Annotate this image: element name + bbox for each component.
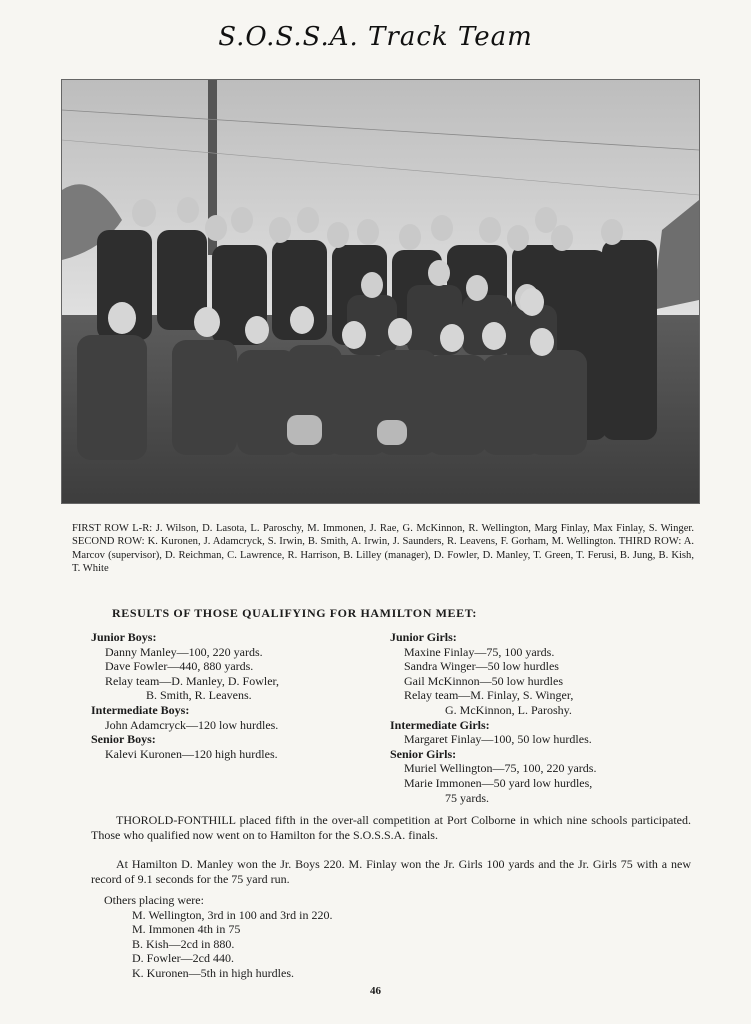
boys-results-column xyxy=(91,630,371,761)
hamilton-paragraph: At Hamilton D. Manley won the Jr. Boys 220. M. Finlay won the Jr. Girls 100 yards and the Jr. Girls 75 with a new record of 9.1 seconds for the 75 yard run. xyxy=(91,857,691,886)
result-entry: Maxine Finlay—75, 100 yards. xyxy=(404,644,555,659)
page-title: S.O.S.S.A. Track Team xyxy=(218,22,533,52)
team-photo-illustration xyxy=(62,80,699,503)
junior-boys-heading: Junior Boys: xyxy=(91,630,157,644)
result-entry: 75 yards. xyxy=(445,790,489,805)
result-entry: Relay team—M. Finlay, S. Winger, xyxy=(404,688,574,703)
result-entry: Gail McKinnon—50 low hurdles xyxy=(404,673,563,688)
placing-item: D. Fowler—2cd 440. xyxy=(132,951,234,966)
result-entry: Sandra Winger—50 low hurdles xyxy=(404,659,559,674)
summary-paragraph: THOROLD-FONTHILL placed fifth in the over-all competition at Port Colborne in which nine schools participated. Those who qualified now went on to Hamilton for the S.O.S.S.A. finals. xyxy=(91,813,691,842)
senior-boys-heading: Senior Boys: xyxy=(91,732,156,747)
result-entry: Marie Immonen—50 yard low hurdles, xyxy=(404,775,593,790)
result-entry: Muriel Wellington—75, 100, 220 yards. xyxy=(404,761,597,776)
intermediate-girls-heading: Intermediate Girls: xyxy=(390,717,490,732)
others-heading: Others placing were: xyxy=(104,893,204,907)
placing-item: K. Kuronen—5th in high hurdles. xyxy=(132,965,294,980)
placing-item: B. Kish—2cd in 880. xyxy=(132,936,235,951)
result-entry: G. McKinnon, L. Paroshy. xyxy=(445,702,572,717)
page-number: 46 xyxy=(370,985,381,997)
intermediate-boys-heading: Intermediate Boys: xyxy=(91,702,190,717)
girls-results-column xyxy=(390,630,690,805)
results-heading: RESULTS OF THOSE QUALIFYING FOR HAMILTON MEET: xyxy=(112,606,478,620)
placing-item: M. Immonen 4th in 75 xyxy=(132,922,241,937)
result-entry: Dave Fowler—440, 880 yards. xyxy=(105,659,254,674)
senior-girls-heading: Senior Girls: xyxy=(390,746,457,761)
team-photo xyxy=(61,79,700,504)
photo-caption: FIRST ROW L-R: J. Wilson, D. Lasota, L. Paroschy, M. Immonen, J. Rae, G. McKinnon, R. Wellington, Marg Finlay, Max Finlay, S. Winger. SECOND ROW: K. Kuronen, J. Adamcryck, S. Irwin, B. Smith, A. Irwin, J. Saunders, R. Leavens, F. Gorham, M. Wellington. THIRD ROW: A. Marcov (supervisor), D. Reichman, C. Lawrence, R. Harrison, B. Lilley (manager), D. Fowler, D. Manley, T. Green, T. Ferusi, B. Jung, B. Kish, T. White xyxy=(72,523,694,574)
placing-item: M. Wellington, 3rd in 100 and 3rd in 220. xyxy=(132,907,333,922)
result-entry: Danny Manley—100, 220 yards. xyxy=(105,644,263,659)
junior-girls-heading: Junior Girls: xyxy=(390,630,457,644)
result-entry: B. Smith, R. Leavens. xyxy=(146,688,252,703)
result-entry: Margaret Finlay—100, 50 low hurdles. xyxy=(404,732,592,747)
result-entry: John Adamcryck—120 low hurdles. xyxy=(105,717,279,732)
result-entry: Kalevi Kuronen—120 high hurdles. xyxy=(105,746,278,761)
result-entry: Relay team—D. Manley, D. Fowler, xyxy=(105,673,280,688)
others-placing xyxy=(104,893,332,981)
